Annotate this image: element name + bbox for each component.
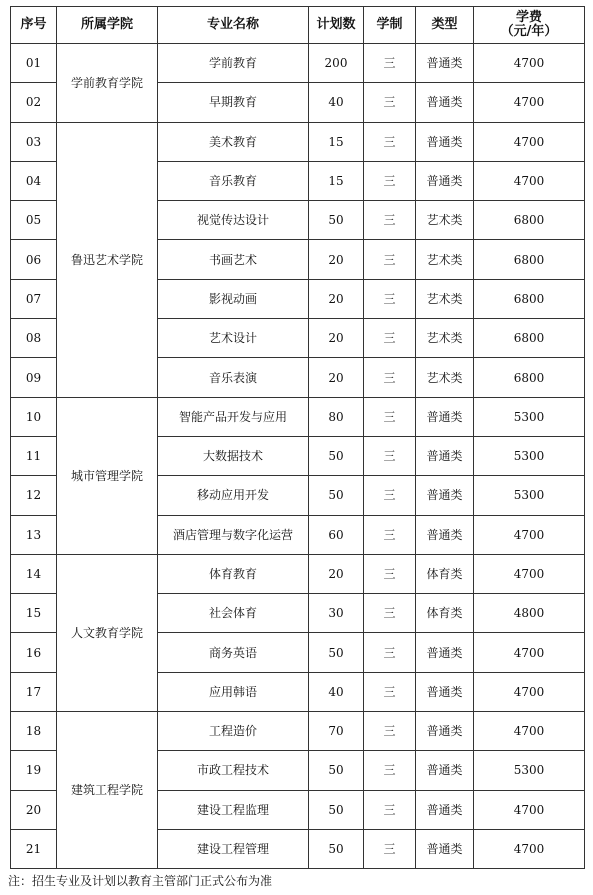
cell-quota: 50 — [309, 436, 364, 475]
cell-category: 普通类 — [416, 397, 474, 436]
header-row — [11, 7, 585, 44]
cell-major: 建设工程管理 — [158, 829, 309, 868]
cell-category: 普通类 — [416, 672, 474, 711]
cell-quota: 40 — [309, 672, 364, 711]
cell-category: 体育类 — [416, 554, 474, 593]
cell-major: 音乐教育 — [158, 161, 309, 200]
cell-quota: 20 — [309, 319, 364, 358]
cell-major: 书画艺术 — [158, 240, 309, 279]
cell-major: 工程造价 — [158, 712, 309, 751]
cell-category: 艺术类 — [416, 240, 474, 279]
cell-index: 20 — [11, 790, 57, 829]
cell-duration: 三 — [364, 201, 416, 240]
cell-duration: 三 — [364, 397, 416, 436]
cell-fee: 5300 — [474, 397, 585, 436]
header-fee-line1: 学费 — [515, 10, 542, 25]
cell-index: 17 — [11, 672, 57, 711]
cell-college: 人文教育学院 — [57, 554, 158, 711]
cell-index: 03 — [11, 122, 57, 161]
cell-duration: 三 — [364, 319, 416, 358]
cell-quota: 200 — [309, 44, 364, 83]
cell-fee: 6800 — [474, 358, 585, 397]
cell-major: 商务英语 — [158, 633, 309, 672]
cell-quota: 15 — [309, 122, 364, 161]
cell-duration: 三 — [364, 751, 416, 790]
cell-quota: 50 — [309, 829, 364, 868]
cell-index: 08 — [11, 319, 57, 358]
cell-quota: 50 — [309, 476, 364, 515]
cell-major: 视觉传达设计 — [158, 201, 309, 240]
header-fee — [474, 7, 585, 44]
cell-major: 酒店管理与数字化运营 — [158, 515, 309, 554]
cell-index: 04 — [11, 161, 57, 200]
cell-fee: 4700 — [474, 712, 585, 751]
cell-category: 普通类 — [416, 436, 474, 475]
cell-category: 普通类 — [416, 790, 474, 829]
cell-major: 社会体育 — [158, 594, 309, 633]
cell-fee: 4700 — [474, 790, 585, 829]
header-college: 所属学院 — [57, 7, 158, 44]
cell-fee: 4700 — [474, 515, 585, 554]
cell-fee: 4700 — [474, 554, 585, 593]
cell-fee: 4700 — [474, 161, 585, 200]
cell-fee: 6800 — [474, 319, 585, 358]
cell-category: 普通类 — [416, 44, 474, 83]
cell-category: 体育类 — [416, 594, 474, 633]
cell-major: 早期教育 — [158, 83, 309, 122]
cell-fee: 5300 — [474, 751, 585, 790]
cell-fee: 4700 — [474, 672, 585, 711]
cell-quota: 20 — [309, 554, 364, 593]
cell-quota: 20 — [309, 240, 364, 279]
cell-fee: 6800 — [474, 279, 585, 318]
cell-major: 移动应用开发 — [158, 476, 309, 515]
footnote: 注：招生专业及计划以教育主管部门正式公布为准 — [8, 874, 273, 888]
cell-quota: 60 — [309, 515, 364, 554]
cell-index: 05 — [11, 201, 57, 240]
header-duration: 学制 — [364, 7, 416, 44]
cell-duration: 三 — [364, 829, 416, 868]
cell-index: 06 — [11, 240, 57, 279]
cell-duration: 三 — [364, 476, 416, 515]
cell-fee: 4700 — [474, 633, 585, 672]
cell-quota: 50 — [309, 751, 364, 790]
cell-major: 应用韩语 — [158, 672, 309, 711]
cell-major: 影视动画 — [158, 279, 309, 318]
cell-index: 13 — [11, 515, 57, 554]
cell-index: 02 — [11, 83, 57, 122]
cell-category: 普通类 — [416, 161, 474, 200]
cell-category: 艺术类 — [416, 358, 474, 397]
enrollment-plan-table — [10, 6, 585, 869]
cell-major: 市政工程技术 — [158, 751, 309, 790]
cell-duration: 三 — [364, 790, 416, 829]
cell-quota: 50 — [309, 633, 364, 672]
cell-category: 艺术类 — [416, 201, 474, 240]
cell-category: 艺术类 — [416, 319, 474, 358]
cell-fee: 4700 — [474, 829, 585, 868]
cell-major: 建设工程监理 — [158, 790, 309, 829]
cell-category: 普通类 — [416, 751, 474, 790]
header-major: 专业名称 — [158, 7, 309, 44]
cell-fee: 4700 — [474, 83, 585, 122]
cell-duration: 三 — [364, 594, 416, 633]
cell-category: 普通类 — [416, 829, 474, 868]
cell-category: 普通类 — [416, 633, 474, 672]
cell-duration: 三 — [364, 633, 416, 672]
cell-category: 普通类 — [416, 476, 474, 515]
cell-fee: 4700 — [474, 122, 585, 161]
cell-major: 艺术设计 — [158, 319, 309, 358]
cell-quota: 80 — [309, 397, 364, 436]
cell-fee: 6800 — [474, 201, 585, 240]
cell-college: 建筑工程学院 — [57, 712, 158, 869]
cell-category: 艺术类 — [416, 279, 474, 318]
cell-duration: 三 — [364, 240, 416, 279]
cell-major: 美术教育 — [158, 122, 309, 161]
cell-fee: 5300 — [474, 476, 585, 515]
cell-index: 19 — [11, 751, 57, 790]
header-category: 类型 — [416, 7, 474, 44]
cell-duration: 三 — [364, 83, 416, 122]
cell-quota: 15 — [309, 161, 364, 200]
table-row — [11, 122, 585, 161]
cell-duration: 三 — [364, 554, 416, 593]
cell-fee: 4800 — [474, 594, 585, 633]
cell-major: 智能产品开发与应用 — [158, 397, 309, 436]
cell-index: 12 — [11, 476, 57, 515]
table-row — [11, 712, 585, 751]
cell-index: 16 — [11, 633, 57, 672]
cell-college: 学前教育学院 — [57, 44, 158, 123]
cell-category: 普通类 — [416, 515, 474, 554]
cell-category: 普通类 — [416, 712, 474, 751]
header-fee-line2: （元/年） — [500, 24, 558, 39]
cell-major: 音乐表演 — [158, 358, 309, 397]
cell-duration: 三 — [364, 712, 416, 751]
table-row — [11, 554, 585, 593]
cell-duration: 三 — [364, 44, 416, 83]
cell-major: 大数据技术 — [158, 436, 309, 475]
cell-major: 体育教育 — [158, 554, 309, 593]
cell-duration: 三 — [364, 436, 416, 475]
cell-duration: 三 — [364, 358, 416, 397]
cell-index: 07 — [11, 279, 57, 318]
cell-index: 11 — [11, 436, 57, 475]
cell-index: 14 — [11, 554, 57, 593]
cell-duration: 三 — [364, 515, 416, 554]
cell-fee: 5300 — [474, 436, 585, 475]
cell-quota: 20 — [309, 358, 364, 397]
table-header — [11, 7, 585, 44]
table-row — [11, 397, 585, 436]
cell-duration: 三 — [364, 161, 416, 200]
cell-college: 城市管理学院 — [57, 397, 158, 554]
cell-fee: 6800 — [474, 240, 585, 279]
cell-index: 01 — [11, 44, 57, 83]
cell-category: 普通类 — [416, 122, 474, 161]
table-row — [11, 44, 585, 83]
cell-duration: 三 — [364, 122, 416, 161]
cell-duration: 三 — [364, 672, 416, 711]
cell-quota: 20 — [309, 279, 364, 318]
cell-category: 普通类 — [416, 83, 474, 122]
cell-index: 21 — [11, 829, 57, 868]
header-index: 序号 — [11, 7, 57, 44]
cell-index: 10 — [11, 397, 57, 436]
table-body — [11, 44, 585, 869]
cell-quota: 50 — [309, 201, 364, 240]
cell-quota: 50 — [309, 790, 364, 829]
cell-index: 18 — [11, 712, 57, 751]
cell-college: 鲁迅艺术学院 — [57, 122, 158, 397]
cell-major: 学前教育 — [158, 44, 309, 83]
cell-index: 09 — [11, 358, 57, 397]
cell-quota: 70 — [309, 712, 364, 751]
cell-index: 15 — [11, 594, 57, 633]
cell-fee: 4700 — [474, 44, 585, 83]
header-quota: 计划数 — [309, 7, 364, 44]
cell-duration: 三 — [364, 279, 416, 318]
cell-quota: 30 — [309, 594, 364, 633]
cell-quota: 40 — [309, 83, 364, 122]
